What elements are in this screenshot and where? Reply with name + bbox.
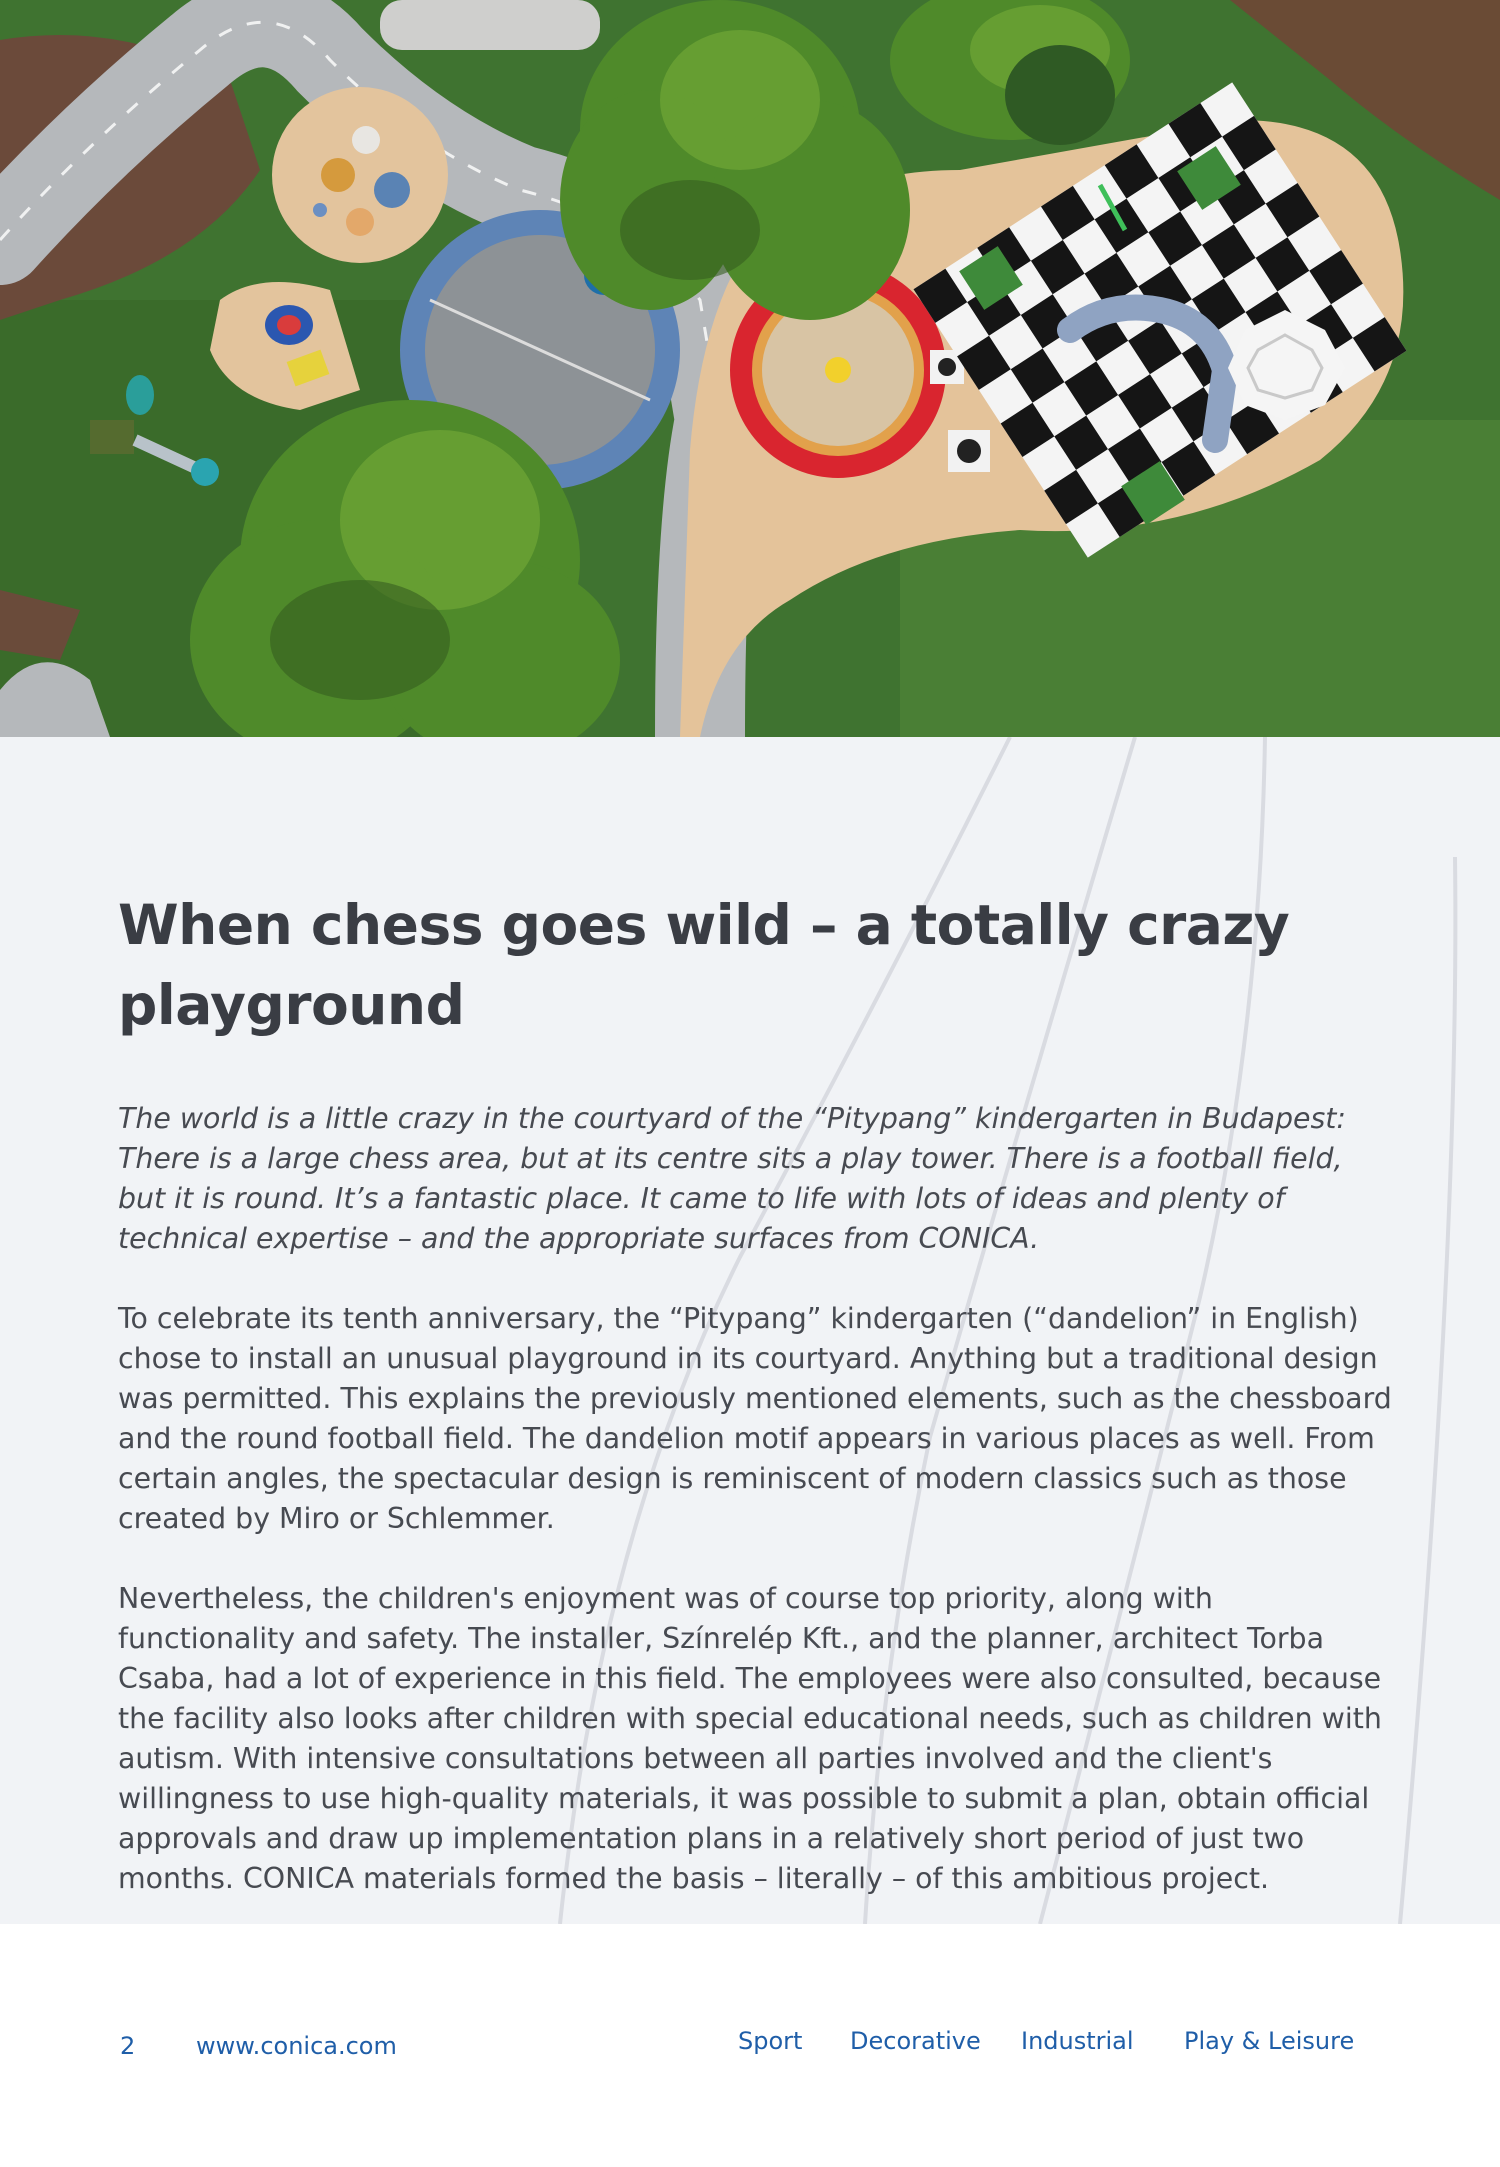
article-lead: The world is a little crazy in the courtyard of the “Pitypang” kindergarten in Budapest: There is a large chess area, but at its centre sits a play tower. There is a football field, but it is round. It’s a fantastic place. It came to life with lots of ideas and plenty of technical expertise – and the appropriate surfaces from CONICA. — [118, 1102, 1346, 1255]
nav-link-sport[interactable]: Sport — [738, 2027, 803, 2055]
nav-link-decorative[interactable]: Decorative — [850, 2027, 981, 2055]
article-paragraph-2: Nevertheless, the children's enjoyment was of course top priority, along with functionality and safety. The installer, Színrelép Kft., and the planner, architect Torba Csaba, had a lot of experience in this field. The employees were also consulted, because the facility also looks after children with special educational needs, such as children with autism. With intensive consultations between all parties involved and the client's willingness to use high-quality materials, it was possible to submit a plan, obtain official approvals and draw up implementation plans in a relatively short period of just two months. CONICA materials formed the basis – literally – of this ambitious project. — [118, 1582, 1382, 1895]
page-number: 2 — [120, 2032, 136, 2060]
article-paragraph-1: To celebrate its tenth anniversary, the “Pitypang” kindergarten (“dandelion” in English) chose to install an unusual playground in its courtyard. Anything but a traditional design was permitted. This explains the previously mentioned elements, such as the chessboard and the round football field. The dandelion motif appears in various places as well. From certain angles, the spectacular design is reminiscent of modern classics such as those created by Miro or Schlemmer. — [118, 1302, 1392, 1535]
article-title: When chess goes wild – a totally crazy playground — [118, 893, 1290, 1037]
hero-aerial-photo — [0, 0, 1500, 737]
page-footer — [0, 1924, 1500, 2167]
nav-link-industrial[interactable]: Industrial — [1021, 2027, 1134, 2055]
article-content — [0, 737, 1500, 1924]
nav-link-play-leisure[interactable]: Play & Leisure — [1184, 2027, 1355, 2055]
website-link[interactable]: www.conica.com — [196, 2032, 397, 2060]
